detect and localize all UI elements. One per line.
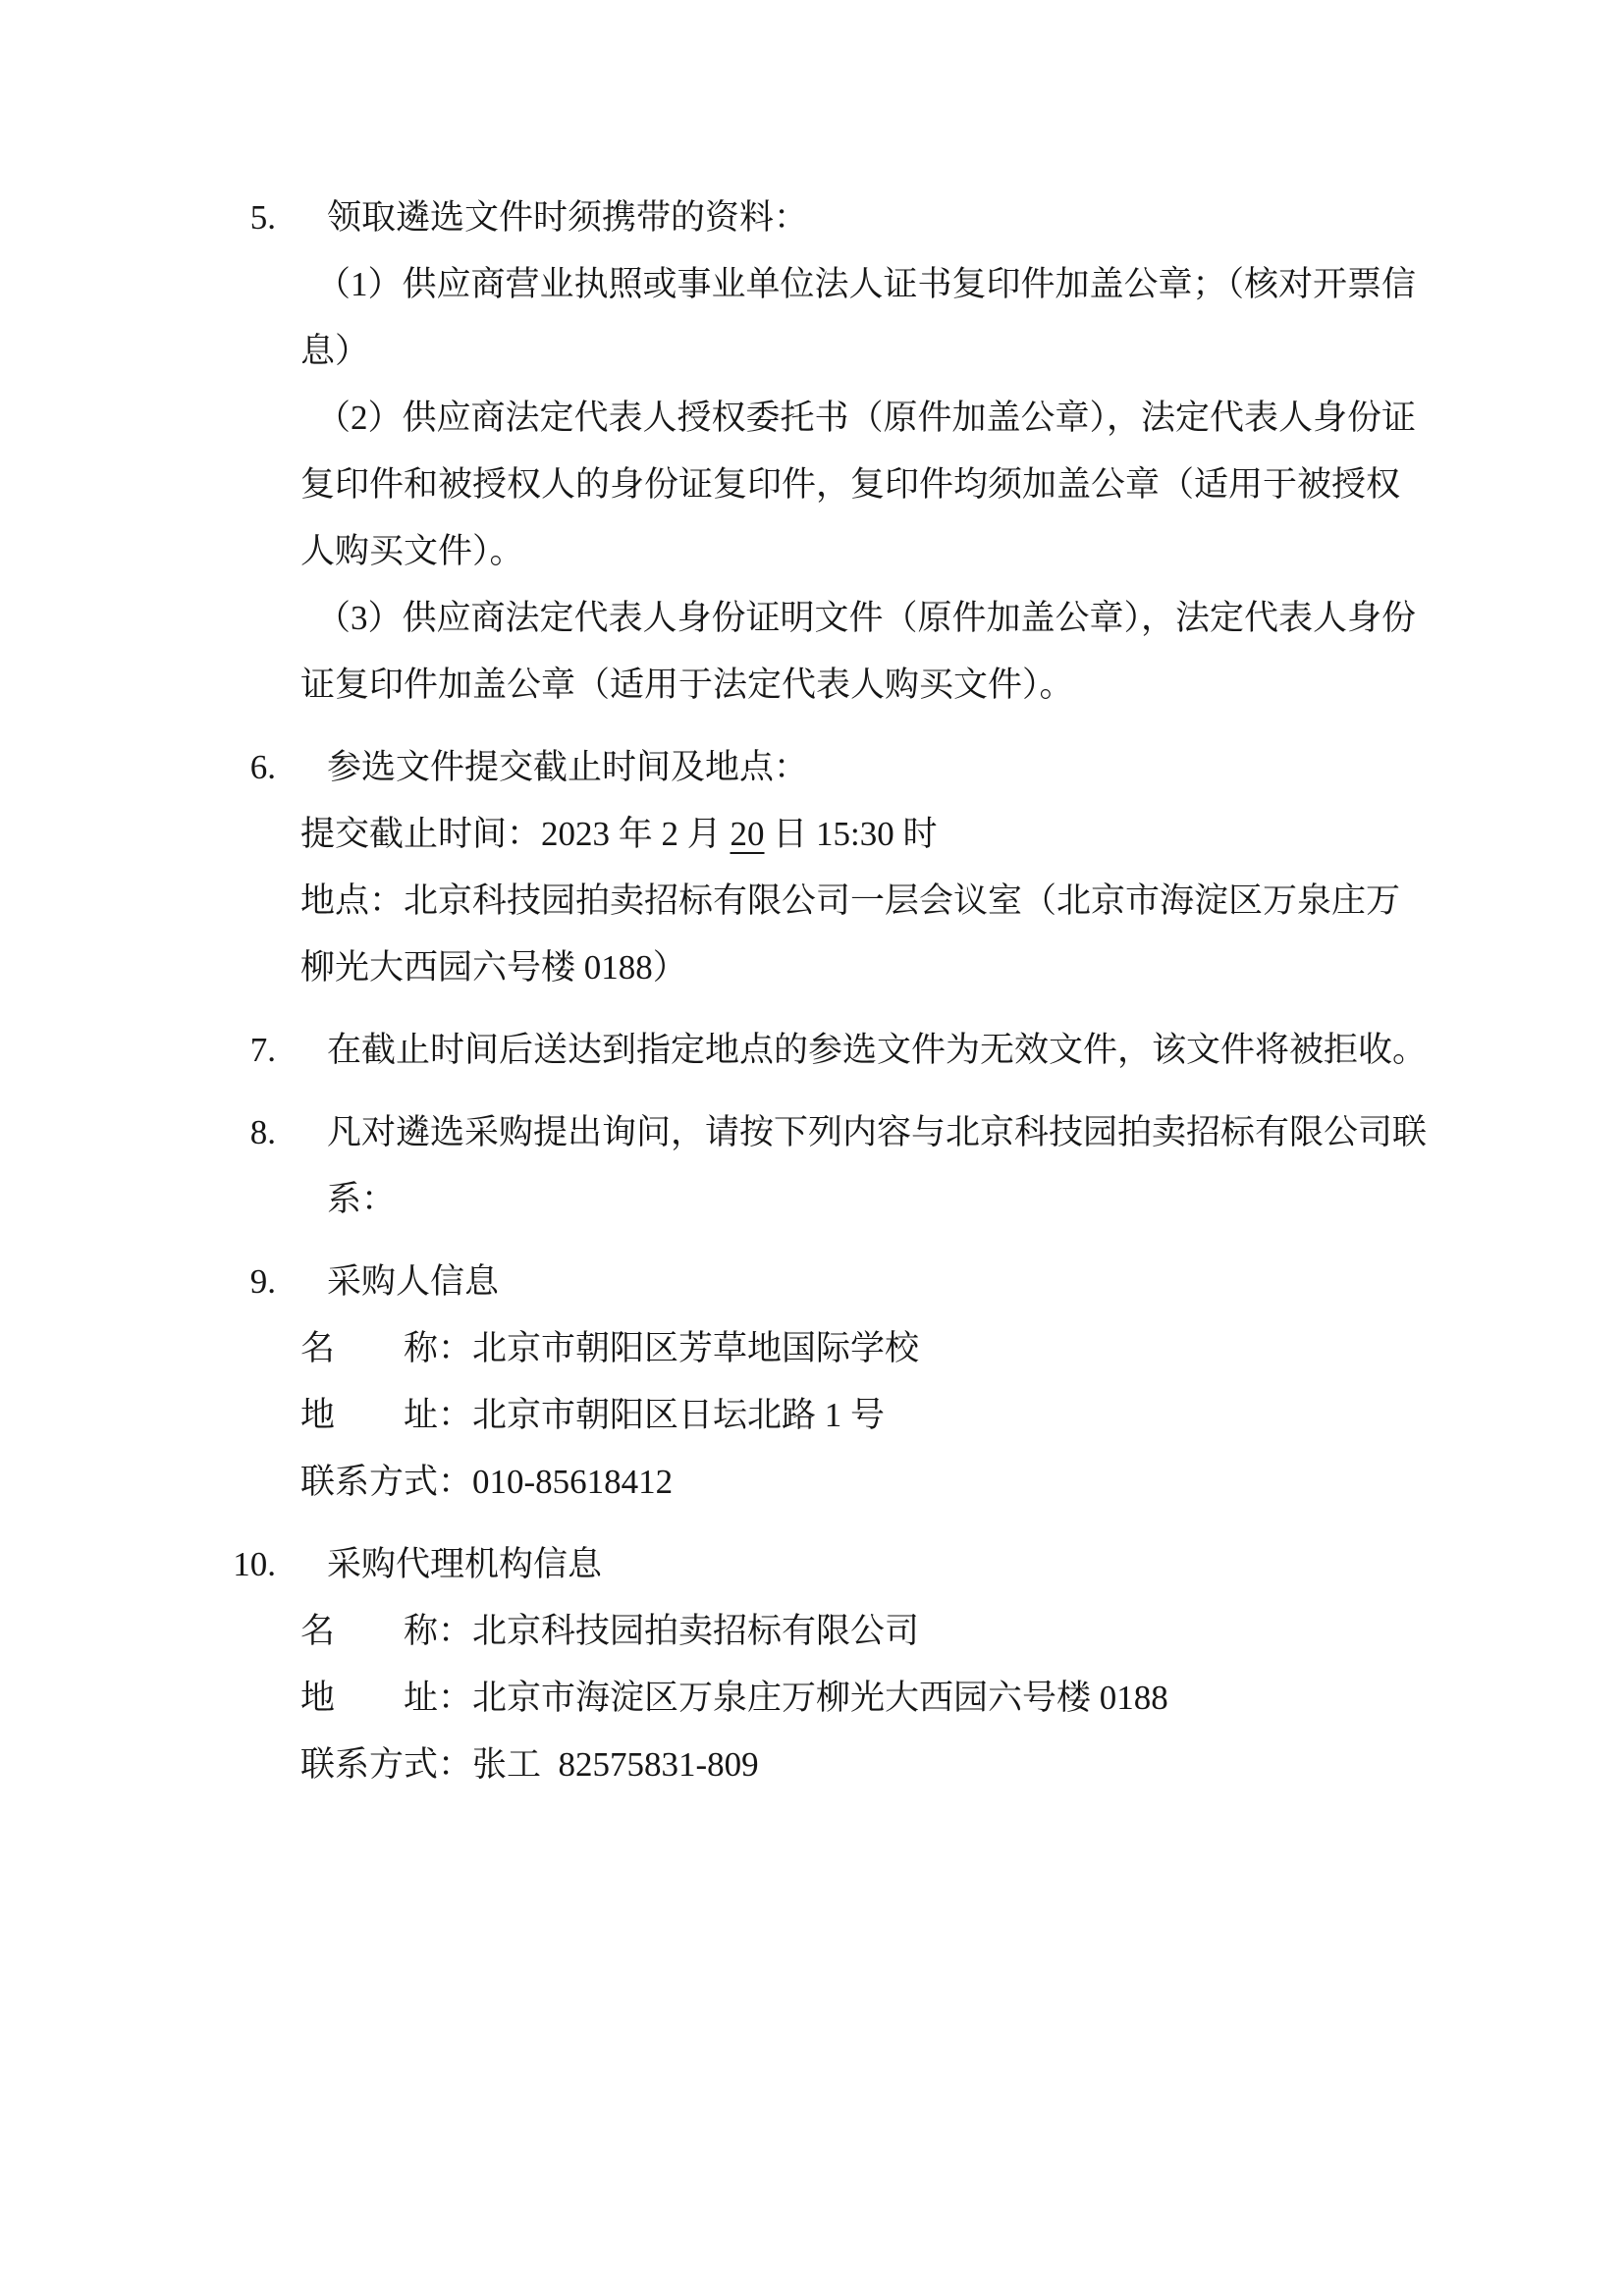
section-number: 5.	[249, 198, 276, 237]
paragraph-line: （3）供应商法定代表人身份证明文件（原件加盖公章），法定代表人身份	[316, 599, 1417, 637]
section-title: 凡对遴选采购提出询问，请按下列内容与北京科技园拍卖招标有限公司联	[327, 1113, 1428, 1151]
paragraph-line: （1）供应商营业执照或事业单位法人证书复印件加盖公章；（核对开票信	[316, 265, 1417, 303]
deadline-day-underlined: 20	[730, 815, 765, 853]
section-title-continuation: 系：	[327, 1180, 397, 1218]
section-title: 采购代理机构信息	[327, 1545, 603, 1583]
paragraph-line: 息）	[300, 332, 370, 370]
section-heading	[0, 1531, 1624, 1598]
paragraph-line: 联系方式：010-85618412	[300, 1463, 674, 1501]
section-number: 8.	[249, 1113, 276, 1151]
paragraph-line: 柳光大西园六号楼 0188）	[300, 948, 687, 987]
paragraph-line: 名 称：北京科技园拍卖招标有限公司	[300, 1612, 920, 1650]
section-number: 9.	[249, 1262, 276, 1301]
paragraph-line: 复印件和被授权人的身份证复印件，复印件均须加盖公章（适用于被授权	[300, 465, 1401, 504]
section-title: 参选文件提交截止时间及地点：	[327, 748, 809, 786]
deadline-line	[0, 801, 1624, 868]
paragraph-line: 人购买文件）。	[300, 532, 524, 570]
section-5	[0, 185, 1624, 719]
section-7	[0, 1017, 1624, 1084]
section-title: 在截止时间后送达到指定地点的参选文件为无效文件，该文件将被拒收。	[327, 1031, 1428, 1069]
section-6	[0, 734, 1624, 1001]
paragraph-line: 地 址：北京市海淀区万泉庄万柳光大西园六号楼 0188	[300, 1679, 1168, 1717]
section-10	[0, 1531, 1624, 1798]
section-heading	[0, 1017, 1624, 1084]
deadline-suffix: 日 15:30 时	[764, 815, 938, 853]
paragraph-line: 证复印件加盖公章（适用于法定代表人购买文件）。	[300, 666, 1074, 704]
section-number: 7.	[249, 1031, 276, 1069]
section-8	[0, 1099, 1624, 1233]
section-number: 6.	[249, 748, 276, 786]
section-9	[0, 1249, 1624, 1516]
section-heading	[0, 1099, 1624, 1166]
section-number: 10.	[233, 1545, 276, 1583]
paragraph-line: 地 址：北京市朝阳区日坛北路 1 号	[300, 1396, 886, 1434]
section-heading	[0, 185, 1624, 251]
paragraph-line: 名 称：北京市朝阳区芳草地国际学校	[300, 1329, 920, 1367]
section-title: 采购人信息	[327, 1262, 500, 1301]
section-heading	[0, 1249, 1624, 1315]
paragraph-line: 联系方式：张工 82575831-809	[300, 1745, 759, 1784]
section-title: 领取遴选文件时须携带的资料：	[327, 198, 809, 237]
deadline-prefix: 提交截止时间：2023 年 2 月	[300, 815, 731, 853]
paragraph-line: （2）供应商法定代表人授权委托书（原件加盖公章），法定代表人身份证	[316, 399, 1417, 437]
paragraph-line: 地点：北京科技园拍卖招标有限公司一层会议室（北京市海淀区万泉庄万	[300, 881, 1401, 920]
section-heading	[0, 734, 1624, 801]
